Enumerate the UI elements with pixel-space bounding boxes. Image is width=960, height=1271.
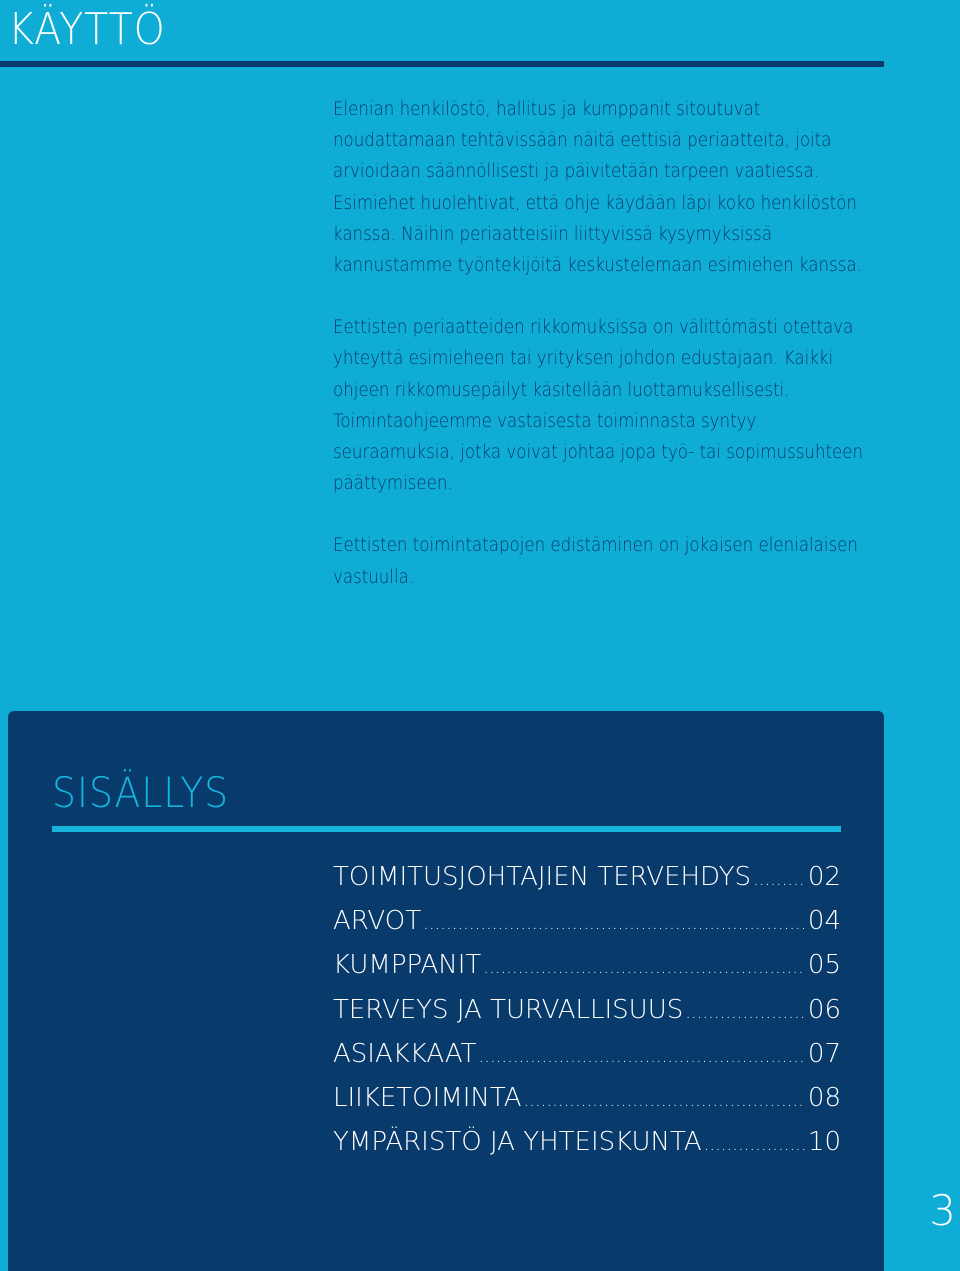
toc-item-title: LIIKETOIMINTA bbox=[333, 1082, 522, 1113]
toc-dot-leader bbox=[524, 1079, 806, 1123]
page-title: KÄYTTÖ bbox=[8, 4, 166, 55]
page-number: 3 bbox=[929, 1186, 956, 1235]
toc-item-liiketoiminta[interactable] bbox=[333, 1076, 841, 1120]
toc-divider bbox=[52, 826, 841, 832]
body-text bbox=[333, 94, 893, 624]
toc-dot-leader bbox=[704, 1123, 806, 1167]
paragraph-responsibility: Eettisten toimintatapojen edistäminen on jokaisen elenialaisen vastuulla. bbox=[333, 535, 858, 588]
toc-item-page: 05 bbox=[807, 950, 841, 981]
toc-item-page: 04 bbox=[807, 906, 841, 937]
toc-item-page: 07 bbox=[807, 1038, 841, 1069]
toc-dot-leader bbox=[479, 1035, 806, 1079]
toc-item-page: 10 bbox=[807, 1127, 841, 1158]
toc-item-kumppanit[interactable] bbox=[333, 943, 841, 987]
toc-item-asiakkaat[interactable] bbox=[333, 1032, 841, 1076]
toc-item-page: 08 bbox=[807, 1082, 841, 1113]
toc-dot-leader bbox=[483, 946, 806, 990]
toc-item-title: TOIMITUSJOHTAJIEN TERVEHDYS bbox=[333, 862, 752, 892]
toc-list bbox=[333, 855, 841, 1164]
toc-dot-leader bbox=[423, 902, 806, 946]
toc-item-title: ASIAKKAAT bbox=[333, 1038, 477, 1069]
toc-heading: SISÄLLYS bbox=[52, 768, 230, 817]
toc-dot-leader bbox=[753, 858, 806, 902]
toc-dot-leader bbox=[685, 991, 806, 1035]
toc-item-title: TERVEYS JA TURVALLISUUS bbox=[333, 994, 684, 1025]
toc-item-toimitusjohtajien-tervehdys[interactable] bbox=[333, 855, 841, 899]
toc-item-ymparisto-ja-yhteiskunta[interactable] bbox=[333, 1120, 841, 1164]
toc-item-title: ARVOT bbox=[333, 906, 422, 937]
toc-item-arvot[interactable] bbox=[333, 899, 841, 943]
toc-item-title: KUMPPANIT bbox=[333, 950, 482, 981]
toc-item-page: 02 bbox=[807, 862, 841, 892]
toc-item-page: 06 bbox=[807, 994, 841, 1025]
toc-item-terveys-ja-turvallisuus[interactable] bbox=[333, 988, 841, 1032]
toc-item-title: YMPÄRISTÖ JA YHTEISKUNTA bbox=[333, 1127, 702, 1158]
title-divider bbox=[0, 61, 884, 67]
paragraph-commitment: Elenian henkilöstö, hallitus ja kumppanit sitoutuvat noudattamaan tehtävissään näitä eettisiä periaatteita, joita arvioidaan säännöllisesti ja päivitetään tarpeen vaatiessa. Esimiehet huolehtivat, että ohje käydään läpi koko henkilöstön kanssa. Näihin periaatteisiin liittyvissä kysymyksissä kannustamme työntekijöitä keskustelemaan esimiehen kanssa. bbox=[333, 99, 862, 277]
paragraph-violations: Eettisten periaatteiden rikkomuksissa on välittömästi otettava yhteyttä esimieheen tai yrityksen johdon edustajaan. Kaikki ohjeen rikkomusepäilyt käsitellään luottamuksellisesti. Toimintaohjeemme vastaisesta toiminnasta syntyy seuraamuksia, jotka voivat johtaa jopa työ- tai sopimussuhteen päättymiseen. bbox=[333, 317, 864, 495]
table-of-contents bbox=[8, 711, 884, 1271]
